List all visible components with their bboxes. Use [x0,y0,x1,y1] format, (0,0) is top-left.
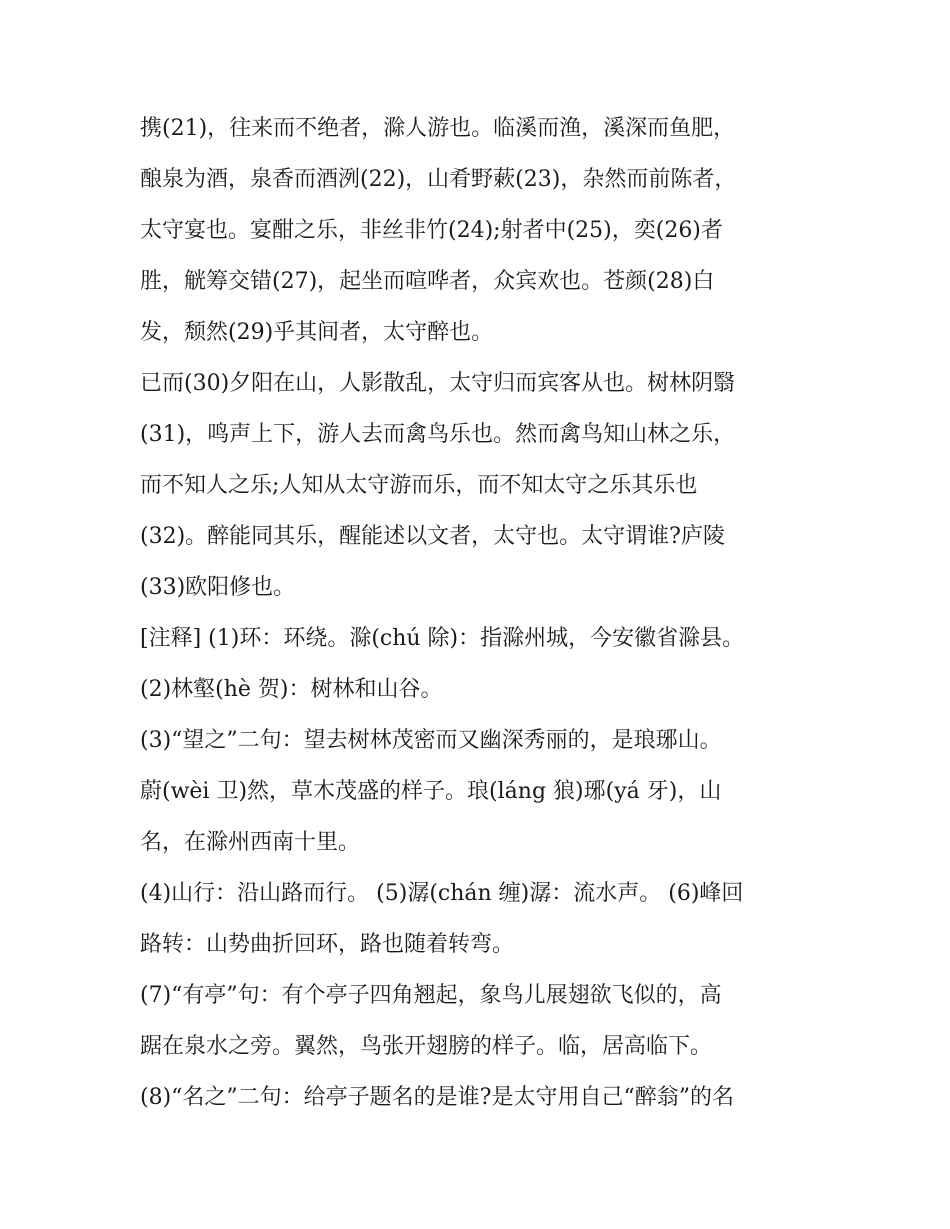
annotation-line: 名，在滁州西南十里。 [140,830,361,855]
text-line: 胜，觥筹交错(27)，起坐而喧哗者，众宾欢也。苍颜(28)白 [140,269,715,294]
text-line: 酿泉为酒，泉香而酒洌(22)，山肴野蔌(23)，杂然而前陈者， [140,167,737,192]
text-line: 而不知人之乐;人知从太守游而乐，而不知太守之乐其乐也 [140,473,698,498]
text-line: 已而(30)夕阳在山，人影散乱，太守归而宾客从也。树林阴翳 [140,371,736,396]
annotation-line: (7)“有亭”句：有个亭子四角翘起，象鸟儿展翅欲飞似的，高 [140,983,722,1008]
annotation-line: (4)山行：沿山路而行。 (5)潺(chán 缠)潺：流水声。 (6)峰回 [140,881,744,906]
text-line: 太守宴也。宴酣之乐，非丝非竹(24);射者中(25)，奕(26)者 [140,218,723,243]
text-line: 携(21)，往来而不绝者，滁人游也。临溪而渔，溪深而鱼肥， [140,116,736,141]
annotation-line: 蔚(wèi 卫)然，草木茂盛的样子。琅(láng 狼)琊(yá 牙)，山 [140,779,722,804]
text-line: (32)。醉能同其乐，醒能述以文者，太守也。太守谓谁?庐陵 [140,524,725,549]
text-line: 发，颓然(29)乎其间者，太守醉也。 [140,320,494,345]
annotation-line: (3)“望之”二句：望去树林茂密而又幽深秀丽的，是琅琊山。 [140,728,722,753]
annotation-line: (2)林壑(hè 贺)：树林和山谷。 [140,677,443,702]
text-line: (31)，鸣声上下，游人去而禽鸟乐也。然而禽鸟知山林之乐， [140,422,736,447]
annotation-line: 踞在泉水之旁。翼然，鸟张开翅膀的样子。临，居高临下。 [140,1034,713,1059]
annotation-line: [注释] (1)环：环绕。滁(chú 除)：指滁州城，今安徽省滁县。 [140,626,745,651]
annotation-line: 路转：山势曲折回环，路也随着转弯。 [140,932,515,957]
annotation-line: (8)“名之”二句：给亭子题名的是谁?是太守用自己“醉翁”的名 [140,1085,734,1110]
document-body [140,103,820,1123]
text-line: (33)欧阳修也。 [140,575,296,600]
